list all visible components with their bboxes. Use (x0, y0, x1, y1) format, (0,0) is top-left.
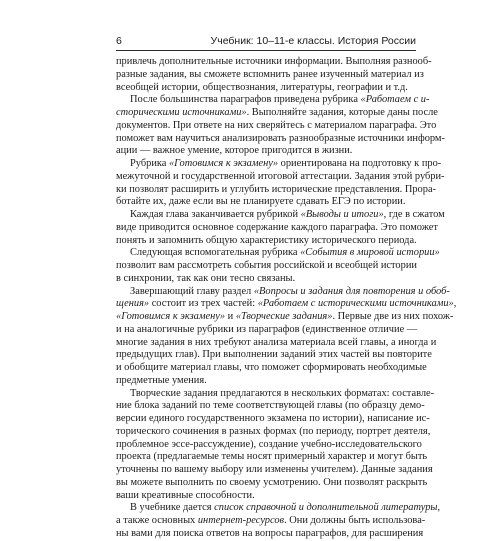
italic-term: «Творческие задания» (235, 311, 333, 322)
text-line (116, 183, 437, 197)
italic-term: «Выводы и итоги» (300, 209, 384, 220)
text-line (116, 387, 435, 401)
italic-term: «Работаем с и- (360, 94, 430, 106)
text-run: всеобщей истории, обществознания, литературы, географии и т.д. (116, 81, 408, 93)
text-line (116, 336, 437, 350)
text-run: ботайте их, даже если вы не планируете сдавать ЕГЭ по истории. (116, 196, 406, 208)
text-run: виде приводится основное содержание каждого параграфа. Это поможет (116, 221, 438, 233)
text-run: и на аналогичные рубрики из параграфов (единственное отличие — (116, 323, 418, 335)
text-run: ны вами для поиска ответов на вопросы параграфов, для расширения (116, 527, 424, 539)
text-line (116, 502, 441, 515)
text-run: проекта (предлагаемые темы носят примерный характер и могут быть (116, 451, 428, 463)
text-run: ваши креативные способности. (116, 489, 255, 501)
text-line (116, 82, 416, 95)
body-text (116, 56, 457, 539)
text-line (116, 158, 442, 171)
italic-term: интернет-ресурсов (197, 515, 285, 526)
text-run: Творческие задания предлагаются в нескольких форматах: составле- (130, 387, 435, 399)
text-run: . Они должны быть использова- (284, 515, 426, 526)
text-line (116, 375, 416, 388)
text-line (116, 527, 424, 541)
italic-term: «События в мировой истории» (300, 247, 440, 259)
text-run: , (453, 298, 457, 310)
text-run: . Выполняйте задания, которые даны после (246, 107, 438, 118)
text-line (116, 425, 431, 439)
text-run: привлечь дополнительные источники информации. Выполняя разнооб- (116, 56, 432, 67)
italic-term: список справочной и дополнительной литературы (214, 502, 438, 514)
text-run: торического сочинения в разных формах (по периоду, портрет деятеля, (116, 425, 431, 437)
text-line (116, 56, 432, 69)
text-run: предметные умения. (116, 374, 207, 386)
text-line (116, 451, 428, 464)
text-line (116, 362, 427, 375)
italic-term: «Готовимся к экзамену» (168, 158, 279, 169)
text-line (116, 515, 426, 528)
text-line (116, 196, 416, 209)
text-line (116, 94, 430, 107)
text-line (116, 311, 454, 324)
text-run: Завершающий главу раздел (130, 285, 254, 297)
text-line (116, 68, 424, 82)
text-line (116, 324, 416, 337)
text-run: версии единого государственного экзамена по истории), написание ис- (116, 413, 430, 424)
text-run: , (437, 502, 441, 514)
running-title: Учебник: 10–11-е классы. История России (210, 35, 416, 47)
text-run: документов. При ответе на них сверяйтесь с материалом параграфа. Это (116, 119, 437, 131)
page-number: 6 (116, 35, 122, 47)
text-line (116, 170, 445, 184)
italic-term: «Работаем с историческими источниками» (257, 298, 454, 310)
text-run: предыдущих глав). При выполнении заданий этих частей вы повторите (116, 349, 432, 361)
text-run: проблемное эссе-рассуждение), создание учебно-исследовательского (116, 438, 422, 450)
text-run: а также основных (116, 515, 198, 526)
text-run: ние блока заданий по теме соответствующей главы (по образцу демо- (116, 400, 425, 412)
text-run: разные задания, вы сможете вспомнить ранее изученный материал из (116, 68, 424, 80)
text-line (116, 221, 438, 235)
text-line (116, 107, 438, 120)
text-line (116, 132, 445, 146)
italic-term: «Вопросы и задания для повторения и обоб- (253, 285, 450, 297)
italic-term: «Готовимся к экзамену» (116, 311, 226, 322)
text-line (116, 400, 425, 413)
text-line (116, 285, 450, 299)
text-run: ориентирована на подготовку к про- (278, 158, 442, 169)
text-run: Следующая вспомогательная рубрика (130, 247, 301, 259)
text-run: в синхронии, так как они тесно связаны. (116, 272, 296, 284)
text-run: После большинства параграфов приведена рубрика (130, 94, 361, 106)
text-run: состоит из трех частей: (149, 298, 258, 310)
text-run: ации — важное умение, которое пригодится в жизни. (116, 145, 353, 157)
text-line (116, 464, 433, 477)
text-line (116, 145, 416, 158)
text-line (116, 209, 445, 222)
text-line (116, 247, 440, 260)
text-run: межуточной и государственной итоговой аттестации. Задания этой рубри- (116, 170, 445, 182)
text-run: ки позволят расширить и углубить исторические представления. Прора- (116, 183, 437, 195)
italic-term: щения» (116, 298, 150, 310)
header-divider (116, 50, 416, 51)
page-header (116, 34, 416, 50)
text-line (116, 298, 457, 311)
text-line (116, 476, 428, 490)
text-run: , где в сжатом (383, 209, 445, 220)
text-line (116, 273, 416, 286)
text-run: . Первые две из них похож- (332, 311, 454, 322)
text-line (116, 413, 430, 426)
text-run: вы можете выполнить по своему усмотрению. Они позволят раскрыть (116, 476, 428, 488)
text-run: позволит вам рассмотреть события российской и всеобщей истории (116, 260, 417, 271)
text-run: Каждая глава заканчивается рубрикой (130, 209, 301, 220)
text-run: поможет вам научиться анализировать разнообразные источники информ- (116, 132, 445, 144)
text-run: понять и запомнить общую характеристику исторического периода. (116, 234, 417, 246)
text-run: и (225, 311, 236, 322)
text-run: и обобщите материал главы, что поможет сформировать необходимые (116, 362, 427, 373)
text-run: многие задания в них требуют анализа материала всей главы, а иногда и (116, 336, 437, 348)
text-line (116, 235, 416, 248)
text-run: В учебнике дается (130, 502, 215, 514)
text-run: Рубрика (130, 158, 169, 169)
text-line (116, 438, 422, 452)
italic-term: сторическими источниками» (116, 107, 247, 118)
text-line (116, 349, 432, 362)
text-line (116, 490, 416, 503)
text-line (116, 260, 416, 273)
text-run: уточнены по вашему выбору или изменены учителем). Данные задания (116, 464, 433, 475)
text-line (116, 119, 437, 133)
